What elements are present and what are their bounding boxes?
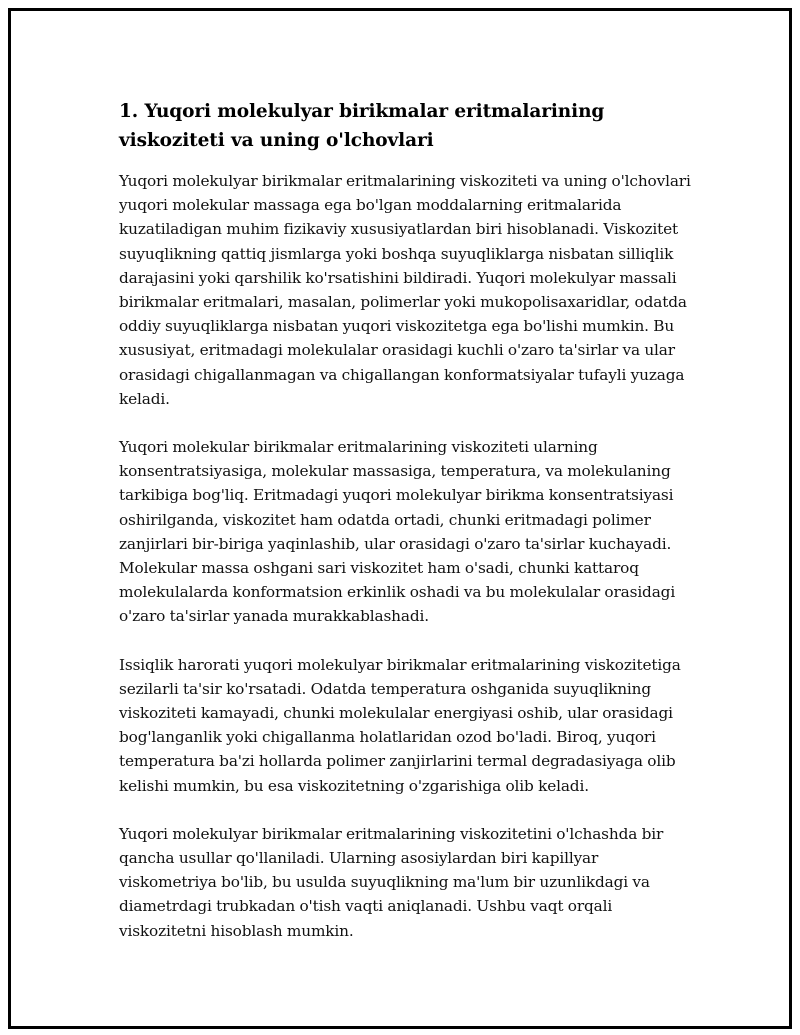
- page-frame: [8, 8, 792, 1029]
- paragraph-3: Issiqlik harorati yuqori molekulyar birikmalar eritmalarining viskozitetiga sezilarli ta'sir ko'rsatadi. Odatda temperatura oshganida suyuqlikning viskoziteti kamayadi, chunki molekulalar energiyasi oshib, ular orasidagi bog'langanlik yoki chigallanma holatlaridan ozod bo'ladi. Biroq, yuqori temperatura ba'zi hollarda polimer zanjirlarini termal degradasiyaga olib kelishi mumkin, bu esa viskozitetning o'zgarishiga olib keladi.: [119, 655, 681, 795]
- document-body: [119, 97, 699, 967]
- section-title: 1. Yuqori molekulyar birikmalar eritmalarining viskoziteti va uning o'lchovlari: [119, 101, 605, 151]
- paragraph-4: Yuqori molekulyar birikmalar eritmalarining viskozitetini o'lchashda bir qancha usullar qo'llaniladi. Ularning asosiylardan biri kapillyar viskometriya bo'lib, bu usulda suyuqlikning ma'lum bir uzunlikdagi va diametrdagi trubkadan o'tish vaqti aniqlanadi. Ushbu vaqt orqali viskozitetni hisoblash mumkin.: [119, 824, 664, 940]
- paragraph-1: Yuqori molekulyar birikmalar eritmalarining viskoziteti va uning o'lchovlari yuqori molekular massaga ega bo'lgan moddalarning eritmalarida kuzatiladigan muhim fizikaviy xususiyatlardan biri hisoblanadi. Viskozitet suyuqlikning qattiq jismlarga yoki boshqa suyuqliklarga nisbatan silliqlik darajasini yoki qarshilik ko'rsatishini bildiradi. Yuqori molekulyar massali birikmalar eritmalari, masalan, polimerlar yoki mukopolisaxaridlar, odatda oddiy suyuqliklarga nisbatan yuqori viskozitetga ega bo'lishi mumkin. Bu xususiyat, eritmadagi molekulalar orasidagi kuchli o'zaro ta'sirlar va ular orasidagi chigallanmagan va chigallangan konformatsiyalar tufayli yuzaga keladi.: [119, 172, 691, 408]
- paragraph-2: Yuqori molekular birikmalar eritmalarining viskoziteti ularning konsentratsiyasiga, molekular massasiga, temperatura, va molekulaning tarkibiga bog'liq. Eritmadagi yuqori molekulyar birikma konsentratsiyasi oshirilganda, viskozitet ham odatda ortadi, chunki eritmadagi polimer zanjirlari bir-biriga yaqinlashib, ular orasidagi o'zaro ta'sirlar kuchayadi. Molekular massa oshgani sari viskozitet ham o'sadi, chunki kattaroq molekulalarda konformatsion erkinlik oshadi va bu molekulalar orasidagi o'zaro ta'sirlar yanada murakkablashadi.: [119, 438, 676, 626]
